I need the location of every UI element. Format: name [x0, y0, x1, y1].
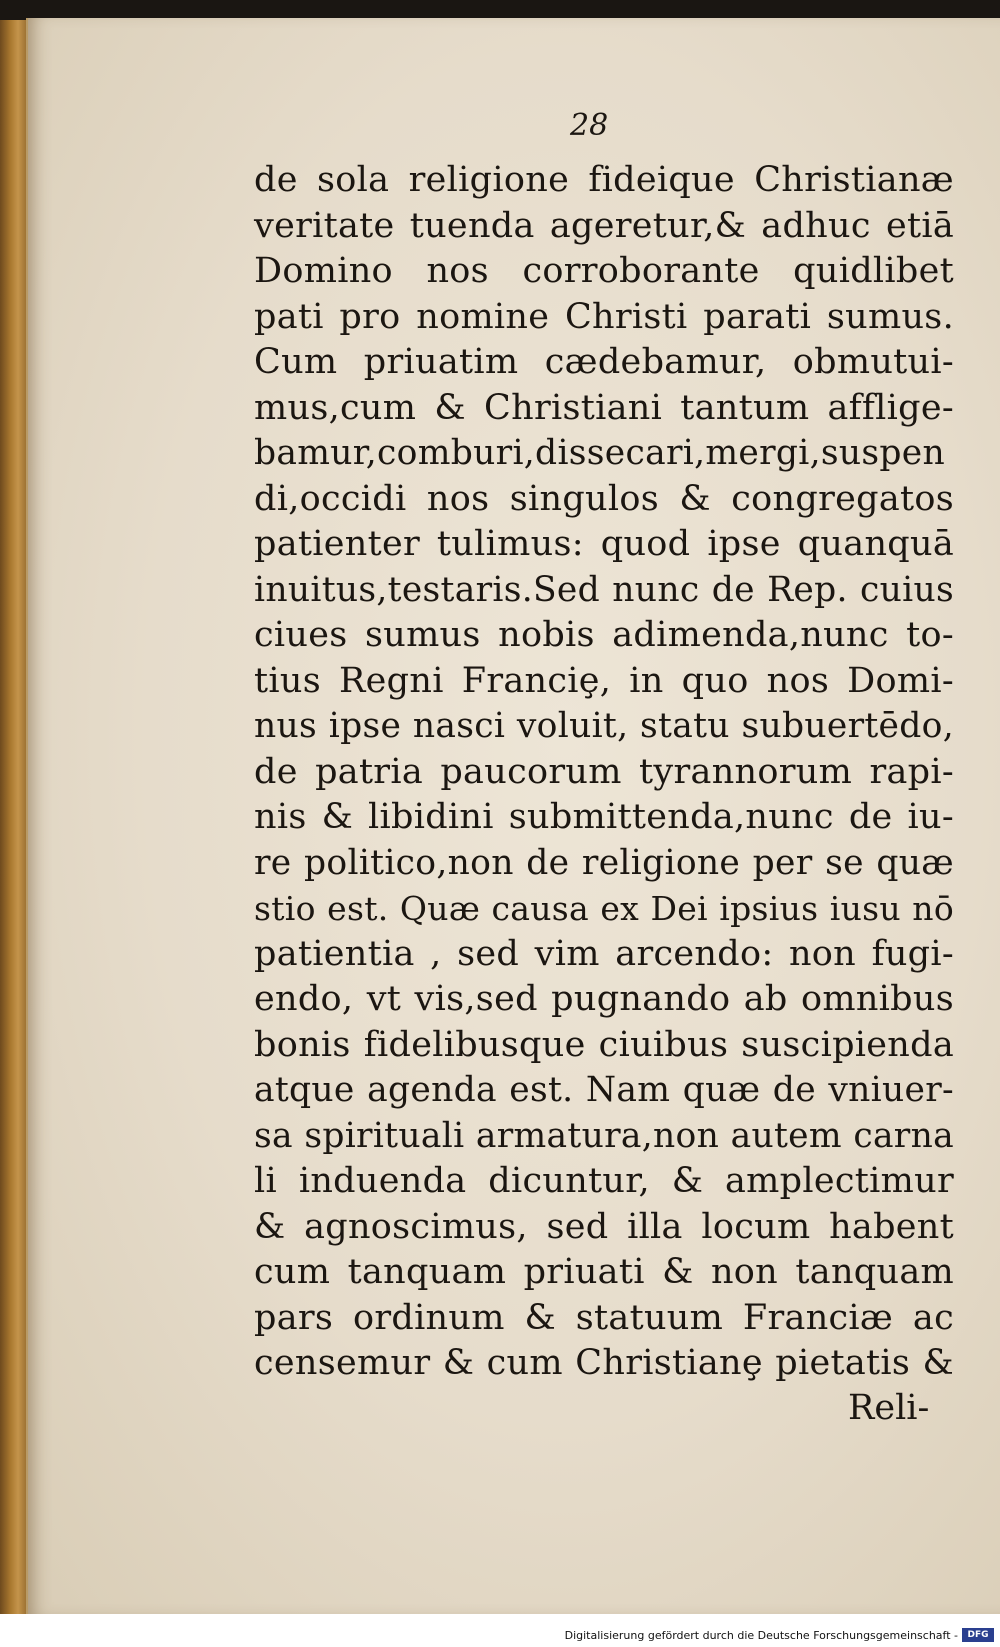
page-number: 28 — [570, 108, 609, 143]
text-line: inuitus,testaris.Sed nunc de Rep. cuius — [254, 569, 954, 610]
text-line: Domino nos corroborante quidlibet — [254, 251, 954, 291]
text-line: veritate tuenda ageretur,& adhuc etiā — [254, 205, 954, 246]
text-line: de sola religione fideique Christianæ — [254, 160, 954, 200]
text-line: pars ordinum & statuum Franciæ ac — [254, 1297, 954, 1338]
catchword: Reli- — [848, 1388, 930, 1428]
text-line: endo, vt vis,sed pugnando ab omnibus — [254, 979, 954, 1019]
text-line: di,occidi nos singulos & congregatos — [254, 478, 954, 519]
text-line: Cum priuatim cædebamur, obmutui- — [254, 342, 954, 382]
text-line: ciues sumus nobis adimenda,nunc to- — [254, 615, 954, 655]
text-line: re politico,non de religione per se quæ — [254, 842, 954, 883]
text-line: & agnoscimus, sed illa locum habent — [254, 1206, 954, 1247]
text-line: de patria paucorum tyrannorum rapi- — [254, 751, 954, 792]
text-line: atque agenda est. Nam quæ de vniuer- — [254, 1070, 954, 1110]
text-line: mus,cum & Christiani tantum afflige- — [254, 387, 954, 428]
text-line: patientia , sed vim arcendo: non fugi- — [254, 933, 954, 974]
text-line: bamur,comburi,dissecari,mergi,suspen — [254, 433, 946, 473]
text-line: patienter tulimus: quod ipse quanquā — [254, 524, 954, 564]
text-line: cum tanquam priuati & non tanquam — [254, 1252, 954, 1292]
dfg-logo-icon: DFG — [962, 1628, 994, 1642]
text-line: stio est. Quæ causa ex Dei ipsius iusu nō — [254, 889, 954, 928]
text-line: censemur & cum Christianȩ pietatis & — [254, 1343, 954, 1383]
text-line: li induenda dicuntur, & amplectimur — [254, 1161, 954, 1201]
digitization-credit: Digitalisierung gefördert durch die Deutsche Forschungsgemeinschaft - — [564, 1629, 958, 1642]
text-line: tius Regni Franciȩ, in quo nos Domi- — [254, 660, 954, 701]
text-line: nus ipse nasci voluit, statu subuertēdo, — [254, 706, 954, 746]
text-line: nis & libidini submittenda,nunc de iu- — [254, 797, 954, 837]
text-line: sa spirituali armatura,non autem carna — [254, 1115, 954, 1156]
text-line: pati pro nomine Christi parati sumus. — [254, 296, 954, 337]
body-text — [254, 158, 954, 1387]
text-line: bonis fidelibusque ciuibus suscipienda — [254, 1024, 954, 1065]
